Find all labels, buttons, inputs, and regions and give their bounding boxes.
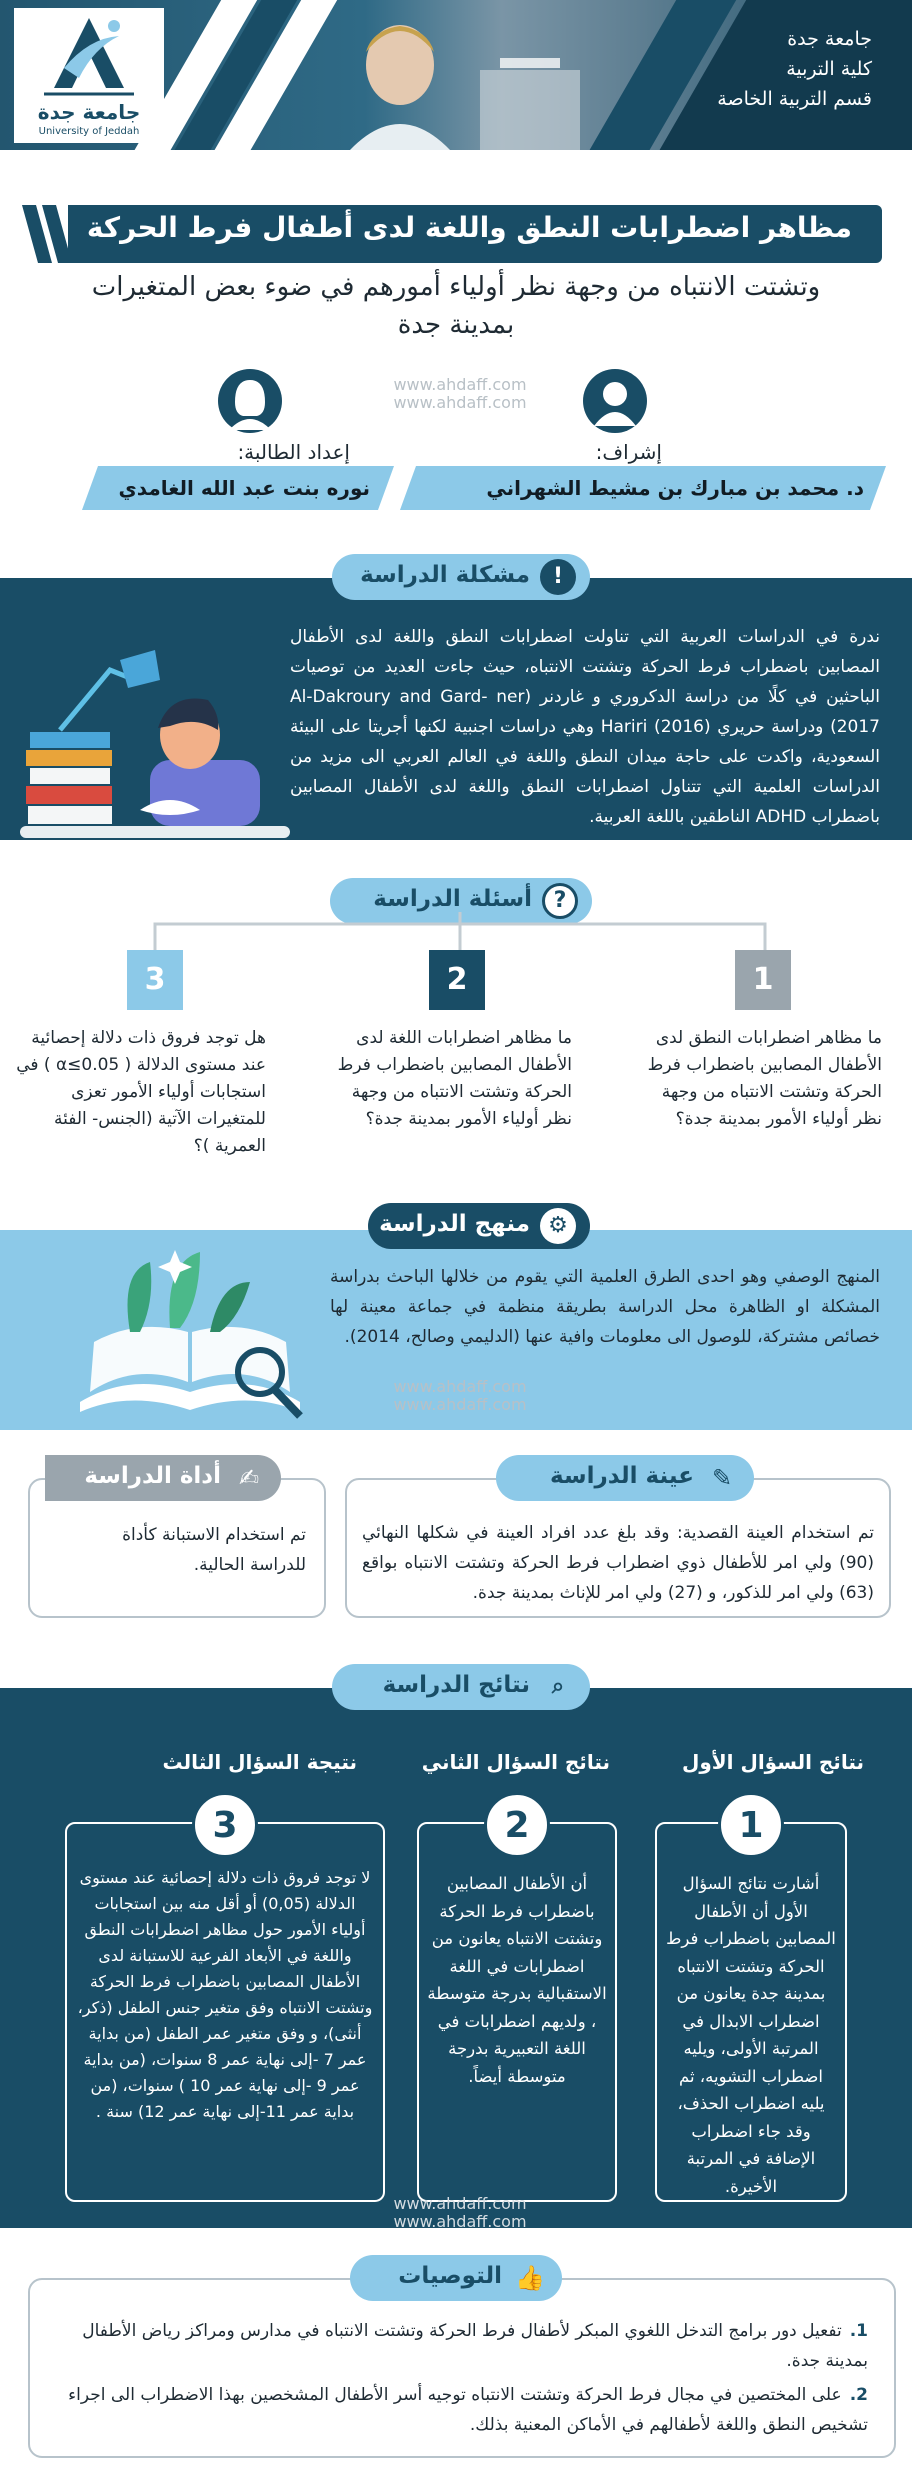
sample-heading bbox=[496, 1455, 754, 1501]
recommendation-number: 2. bbox=[849, 2385, 868, 2405]
watermark: www.ahdaff.com www.ahdaff.com bbox=[393, 2194, 527, 2231]
question-text-3: هل توجد فروق ذات دلالة إحصائية عند مستوى الدلالة ( α≤0.05 ) في استجابات أولياء الأمور تعزى للمتغيرات الآتية (الجنس- الفئة العمرية )؟ bbox=[16, 1028, 266, 1156]
logo-arabic-text: جامعة جدة bbox=[37, 100, 141, 124]
result-text-1: أشارت نتائج السؤال الأول أن الأطفال المصابين باضطراب فرط الحركة وتشتت الانتباه بمدينة جدة يعانون من اضطراب الابدال في المرتبة الأولى، ويليه اضطراب التشويه، ثم يليه اضطراب الحذف، وقد جاء اضطراب الإضافة في المرتبة الأخيرة. bbox=[666, 1874, 836, 2196]
recommendation-text: على المختصين في مجال فرط الحركة وتشتت الانتباه توجيه أسر الأطفال المشخصين بهذا الاضطراب الى اجراء تشخيص النطق واللغة لأطفالهم في الأماكن المعنية بذلك. bbox=[68, 2385, 868, 2435]
supervisor-name: د. محمد بن مبارك بن مشيط الشهراني bbox=[486, 476, 864, 500]
question-number-3: 3 bbox=[127, 950, 183, 1010]
university-logo bbox=[14, 8, 164, 143]
gear-icon: ⚙ bbox=[540, 1208, 576, 1244]
sample-text: تم استخدام العينة القصدية: وقد بلغ عدد افراد العينة في شكلها النهائي (90) ولي امر للأطفال ذوي اضطراب فرط الحركة وتشتت الانتباه بواقع (63) ولي امر للذكور، و (27) ولي امر للإناث بمدينة جدة. bbox=[362, 1523, 874, 1603]
problem-heading-text: مشكلة الدراسة bbox=[360, 562, 530, 588]
student-avatar-icon bbox=[217, 368, 283, 434]
page-subtitle: وتشتت الانتباه من وجهة نظر أولياء أمورهم في ضوء بعض المتغيرات بمدينة جدة bbox=[91, 272, 821, 340]
result-heading-1: نتائج السؤال الأول bbox=[681, 1750, 864, 1774]
recommendation-item-2 bbox=[48, 2380, 868, 2440]
recommendations-heading bbox=[350, 2255, 562, 2301]
page-title: مظاهر اضطرابات النطق واللغة لدى أطفال فرط الحركة bbox=[86, 211, 852, 244]
questions-connector bbox=[150, 912, 770, 952]
result-number-3: 3 bbox=[192, 1792, 258, 1858]
problem-text: ندرة في الدراسات العربية التي تناولت اضطرابات النطق واللغة لدى الأطفال المصابين باضطراب فرط الحركة وتشتت الانتباه، حيث جاءت العديد من توصيات الباحثين في كلًا من دراسة الدكروري و غاردنر (Al-Dakroury and Gard- ner 2017) ودراسة حريري (2016) Hariri وهي دراسات اجنبية لكنها أجريتا على البيئة السعودية، واكدت على حاجة ميدان النطق واللغة في العالم العربي الى مزيد من الدراسات العلمية التي تتناول اضطرابات النطق واللغة لدى الأطفال المصابين باضطراب ADHD الناطقين باللغة العربية. bbox=[290, 627, 880, 827]
student-name: نوره بنت عبد الله الغامدي bbox=[118, 476, 370, 500]
result-text-2: أن الأطفال المصابين باضطراب فرط الحركة وتشتت الانتباه يعانون من اضطرابات في اللغة الاستقبالية بدرجة متوسطة ، ولديهم اضطرابات في اللغة التعبيرية بدرجة متوسطة أيضاً. bbox=[427, 1874, 607, 2086]
result-text-3: لا توجد فروق ذات دلالة إحصائية عند مستوى الدلالة (0,05) أو أقل منه بين استجابات أولياء الأمور حول مظاهر اضطرابات النطق واللغة في الأبعاد الفرعية للاستبانة لدى الأطفال المصابين باضطراب فرط الحركة وتشتت الانتباه وفق متغير جنس الطفل (ذكر، أنثى)، و وفق متغير عمر الطفل (من بداية عمر 7 -إلى نهاية عمر 8 سنوات، (من بداية عمر 9 -إلى نهاية عمر 10 ) سنوات، (من بداية عمر 11-إلى نهاية عمر 12) سنة . bbox=[77, 1868, 373, 2121]
recommendation-item-1 bbox=[48, 2316, 868, 2376]
department-name: قسم التربية الخاصة bbox=[717, 88, 872, 110]
student-label: إعداد الطالبة: bbox=[237, 440, 350, 464]
results-heading bbox=[332, 1664, 590, 1710]
result-number-1: 1 bbox=[718, 1792, 784, 1858]
question-text-2: ما مظاهر اضطرابات اللغة لدى الأطفال المصابين باضطراب فرط الحركة وتشتت الانتباه من وجهة نظر أولياء الأمور بمدينة جدة؟ bbox=[337, 1028, 572, 1129]
edit-icon: ✎ bbox=[711, 1464, 733, 1492]
header-banner bbox=[0, 0, 912, 150]
university-name: جامعة جدة bbox=[787, 28, 872, 50]
question-number-1: 1 bbox=[735, 950, 791, 1010]
question-number-2: 2 bbox=[429, 950, 485, 1010]
method-text: المنهج الوصفي وهو احدى الطرق العلمية التي يقوم من خلالها الباحث بدراسة المشكلة او الظاهرة محل الدراسة بطريقة منظمة في جماعة معينة لها خصائص مشتركة، للوصول الى معلومات وافية عنها (الدليمي وصالح، 2014). bbox=[330, 1267, 880, 1347]
exclamation-icon: ! bbox=[540, 559, 576, 595]
watermark: www.ahdaff.com www.ahdaff.com bbox=[393, 375, 527, 412]
result-heading-3: نتيجة السؤال الثالث bbox=[162, 1750, 357, 1774]
supervisor-label: إشراف: bbox=[595, 440, 662, 464]
sample-heading-text: عينة الدراسة bbox=[550, 1463, 694, 1489]
supervisor-avatar-icon bbox=[582, 368, 648, 434]
search-doc-icon: ⌕ bbox=[551, 1674, 565, 1699]
question-icon: ? bbox=[542, 883, 578, 919]
institution-lines bbox=[717, 24, 872, 114]
college-name: كلية التربية bbox=[786, 58, 872, 80]
results-heading-text: نتائج الدراسة bbox=[382, 1672, 530, 1698]
tool-text: تم استخدام الاستبانة كأداة للدراسة الحالية. bbox=[122, 1525, 306, 1575]
open-book-illustration bbox=[60, 1232, 320, 1432]
result-number-2: 2 bbox=[484, 1792, 550, 1858]
problem-heading bbox=[332, 554, 590, 600]
tool-heading-text: أداة الدراسة bbox=[84, 1463, 221, 1489]
questions-heading-text: أسئلة الدراسة bbox=[373, 886, 532, 912]
watermark: www.ahdaff.com www.ahdaff.com bbox=[393, 1377, 527, 1414]
note-icon: ✍ bbox=[238, 1464, 260, 1492]
studying-child-illustration bbox=[20, 630, 290, 850]
recommendations-heading-text: التوصيات bbox=[398, 2263, 502, 2289]
recommendation-number: 1. bbox=[849, 2321, 868, 2341]
question-text-1: ما مظاهر اضطرابات النطق لدى الأطفال المصابين باضطراب فرط الحركة وتشتت الانتباه من وجهة نظر أولياء الأمور بمدينة جدة؟ bbox=[647, 1028, 882, 1129]
child-photo-illustration bbox=[330, 10, 590, 150]
logo-mark-icon bbox=[34, 8, 144, 98]
tool-heading bbox=[45, 1455, 281, 1501]
method-heading bbox=[368, 1203, 590, 1249]
recommendation-text: تفعيل دور برامج التدخل اللغوي المبكر لأطفال فرط الحركة وتشتت الانتباه في مدارس ومراكز رياض الأطفال بمدينة جدة. bbox=[82, 2321, 868, 2371]
result-heading-2: نتائج السؤال الثاني bbox=[421, 1750, 610, 1774]
method-heading-text: منهج الدراسة bbox=[379, 1211, 530, 1237]
thumbs-up-icon: 👍 bbox=[515, 2264, 545, 2292]
logo-english-text: University of Jeddah bbox=[38, 126, 140, 137]
